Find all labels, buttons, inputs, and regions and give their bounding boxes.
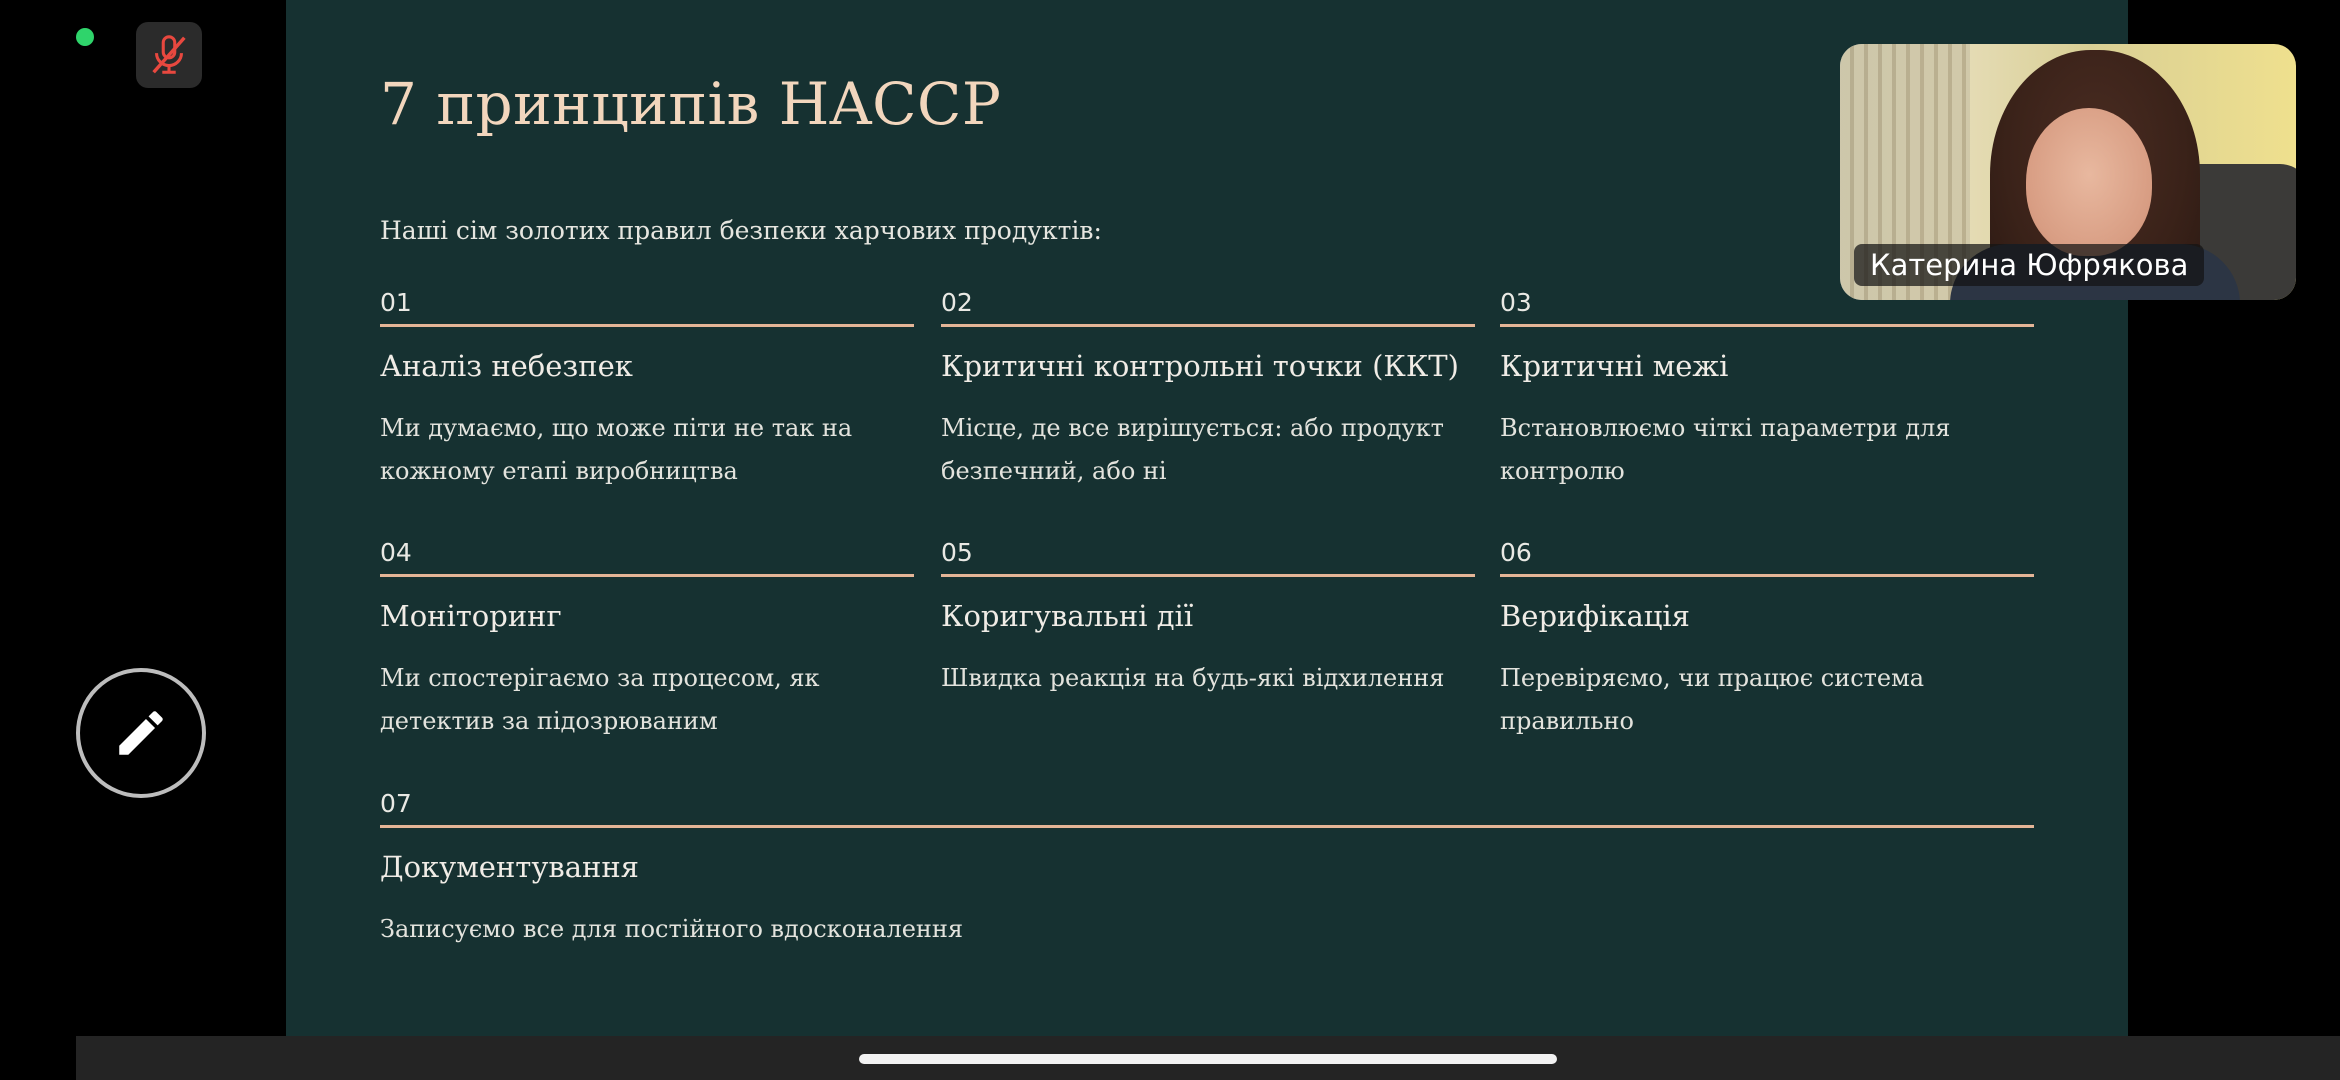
principle-title: Критичні контрольні точки (ККТ) — [941, 349, 1459, 383]
principle-title: Критичні межі — [1500, 349, 1729, 383]
principle-text: Записуємо все для постійного вдосконалення — [380, 915, 964, 943]
principle-title: Документування — [380, 850, 639, 884]
principle-title: Аналіз небезпек — [380, 349, 633, 383]
principle-card — [380, 536, 914, 743]
principle-number: 02 — [941, 286, 1475, 327]
principle-number: 04 — [380, 536, 914, 577]
pencil-icon — [112, 704, 170, 762]
principle-title: Верифікація — [1500, 599, 1690, 633]
principle-number: 03 — [1500, 286, 2034, 327]
principle-text: Місце, де все вирішується: або продукт безпечний, або ні — [941, 414, 1444, 485]
principle-title: Коригувальні дії — [941, 599, 1194, 633]
home-indicator[interactable] — [859, 1054, 1557, 1064]
principle-text: Встановлюємо чіткі параметри для контролю — [1500, 414, 1951, 485]
principle-card — [941, 536, 1475, 700]
slide-subtitle: Наші сім золотих правил безпеки харчових продуктів: — [380, 216, 1102, 245]
principle-title: Моніторинг — [380, 599, 562, 633]
slide-title: 7 принципів HACCP — [380, 70, 1002, 138]
mute-microphone-button[interactable] — [136, 22, 202, 88]
microphone-muted-icon — [146, 32, 192, 78]
principle-text: Ми спостерігаємо за процесом, як детектив за підозрюваним — [380, 664, 820, 735]
principle-number: 07 — [380, 787, 2034, 828]
principle-text: Перевіряємо, чи працює система правильно — [1500, 664, 1925, 735]
status-indicator-dot — [76, 28, 94, 46]
participant-face — [2026, 108, 2152, 256]
principle-card — [1500, 536, 2034, 743]
principle-card — [941, 286, 1475, 493]
annotate-button[interactable] — [76, 668, 206, 798]
principle-number: 05 — [941, 536, 1475, 577]
principle-card — [380, 286, 914, 493]
principle-card — [380, 787, 2034, 951]
participant-video-tile[interactable] — [1840, 44, 2296, 300]
principle-number: 01 — [380, 286, 914, 327]
principle-text: Швидка реакція на будь-які відхилення — [941, 664, 1445, 692]
principle-number: 06 — [1500, 536, 2034, 577]
principle-card — [1500, 286, 2034, 493]
principle-text: Ми думаємо, що може піти не так на кожному етапі виробництва — [380, 414, 853, 485]
participant-name-label: Катерина Юфрякова — [1854, 244, 2204, 286]
